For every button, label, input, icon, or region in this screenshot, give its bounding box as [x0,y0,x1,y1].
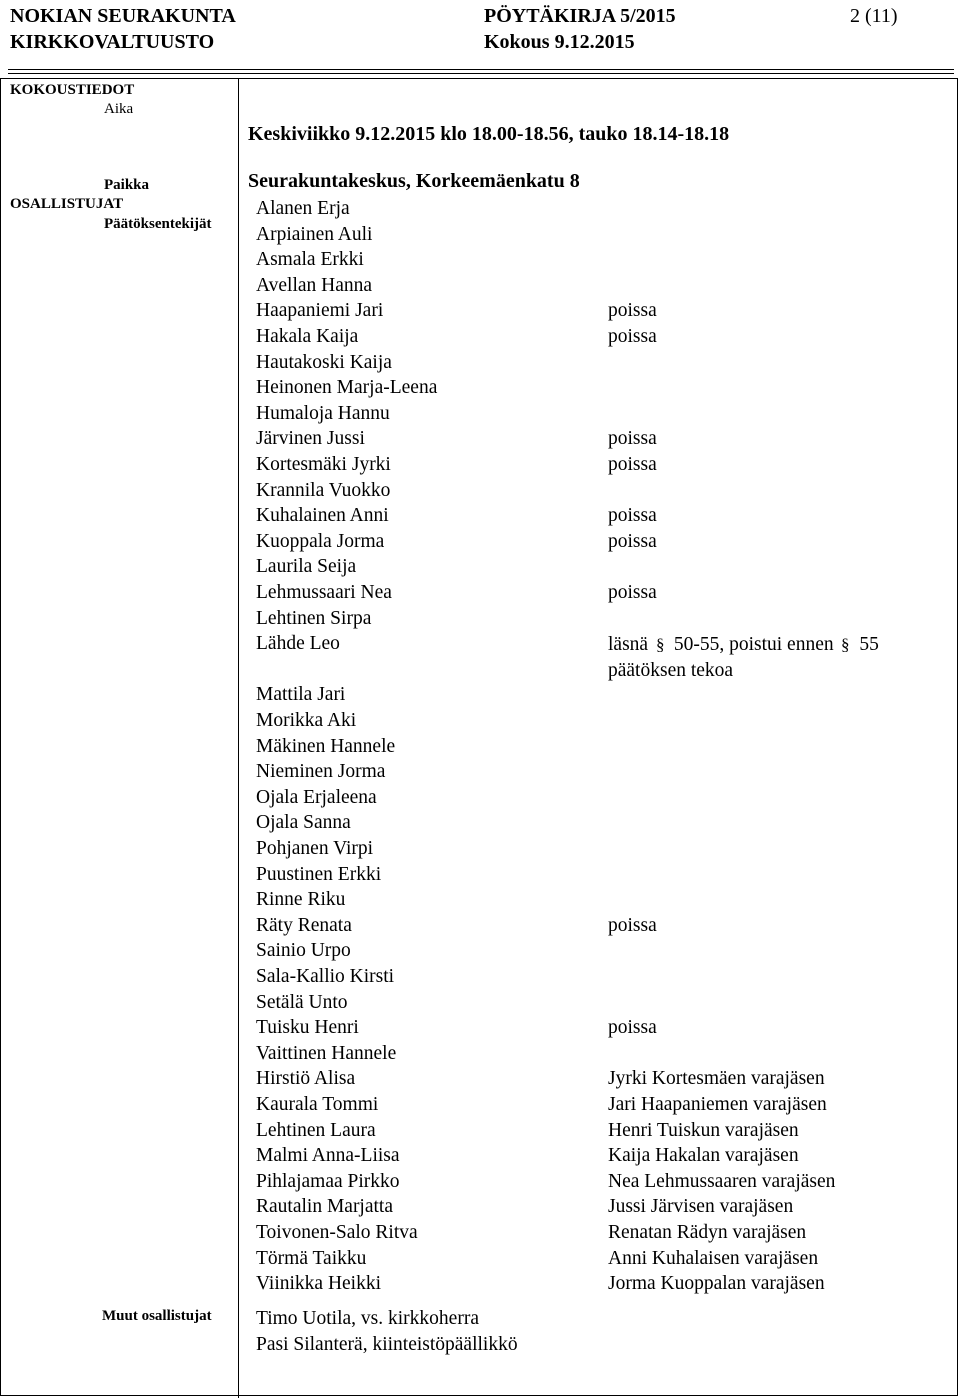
decision-maker-row [256,710,952,736]
decision-maker-name: Krannila Vuokko [256,479,391,501]
attendees-label: OSALLISTUJAT [10,196,124,212]
decision-maker-status: poissa [608,454,657,475]
decision-maker-row [256,480,952,506]
decision-maker-name: Törmä Taikku [256,1247,367,1269]
header-rule-2 [8,73,954,74]
decision-maker-row [256,940,952,966]
decision-maker-name: Ojala Sanna [256,812,351,834]
decision-maker-row [256,1273,952,1299]
decision-maker-status: Kaija Hakalan varajäsen [608,1145,799,1167]
decision-maker-row [256,1120,952,1146]
decision-maker-name: Hautakoski Kaija [256,351,392,373]
header-page: 2 (11) [850,5,898,27]
decision-maker-row [256,736,952,762]
section-sign-icon [655,636,667,652]
decision-maker-name: Ojala Erjaleena [256,786,377,808]
decision-maker-row [256,684,952,710]
decision-maker-name: Hakala Kaija [256,326,359,347]
decision-maker-name: Pohjanen Virpi [256,838,374,859]
decision-maker-name: Kuoppala Jorma [256,530,385,552]
decision-maker-name: Järvinen Jussi [256,428,365,450]
decision-maker-name: Sala-Kallio Kirsti [256,966,395,987]
decision-maker-name: Pihlajamaa Pirkko [256,1170,400,1192]
decision-maker-name: Mattila Jari [256,684,346,706]
time-label: Aika [104,101,134,117]
decision-maker-name: Laurila Seija [256,556,357,578]
decision-maker-row [256,787,952,813]
other-participant: Timo Uotila, vs. kirkkoherra [256,1308,479,1329]
decision-maker-status: poissa [608,530,657,552]
decision-maker-row [256,403,952,429]
decision-maker-name: Puustinen Erkki [256,863,382,885]
decision-maker-row [256,249,952,275]
decision-maker-row [256,428,952,454]
decision-maker-row [256,1068,952,1094]
decision-maker-name: Rinne Riku [256,889,346,911]
decision-maker-name: Räty Renata [256,914,352,936]
decision-maker-row [256,1145,952,1171]
decision-maker-row [256,556,952,582]
decision-maker-row [256,326,952,352]
header-org: NOKIAN SEURAKUNTA [10,5,236,27]
decision-maker-name: Lehtinen Laura [256,1119,376,1141]
decision-maker-row [256,531,952,557]
decision-maker-row [256,1248,952,1274]
decision-maker-name: Lehtinen Sirpa [256,607,372,629]
decision-maker-row [256,889,952,915]
decision-maker-name: Humaloja Hannu [256,402,390,424]
time-value: Keskiviikko 9.12.2015 klo 18.00-18.56, tauko 18.14-18.18 [248,123,730,145]
decision-maker-status: poissa [608,428,657,450]
lahde-note-part2: 50-55, poistui ennen [673,634,834,655]
lahde-note [256,634,952,684]
decision-maker-name: Viinikka Heikki [256,1273,382,1295]
decision-maker-name: Haapaniemi Jari [256,300,384,322]
decision-maker-row [256,582,952,608]
decision-maker-status: Henri Tuiskun varajäsen [608,1119,799,1141]
decision-maker-name: Lähde Leo [256,633,340,655]
header-rule-1 [8,69,954,70]
decision-maker-name: Mäkinen Hannele [256,735,396,757]
decision-maker-status: Anni Kuhalaisen varajäsen [608,1247,819,1269]
decision-maker-name: Setälä Unto [256,991,348,1013]
section-sign-icon [840,636,852,652]
others-label: Muut osallistujat [102,1308,212,1324]
decision-maker-status: poissa [608,914,657,936]
decision-maker-row [256,505,952,531]
decision-maker-status: poissa [608,1017,657,1039]
decision-maker-name: Tuisku Henri [256,1017,359,1039]
decision-maker-row [256,454,952,480]
decision-maker-row [256,838,952,864]
decision-maker-status: poissa [608,300,657,322]
lahde-note-word1: läsnä [608,634,649,655]
decision-maker-status: Jussi Järvisen varajäsen [608,1196,794,1218]
decision-maker-name: Kortesmäki Jyrki [256,454,391,475]
decision-maker-row [256,1017,952,1043]
decision-maker-row [256,864,952,890]
decision-maker-name: Arpiainen Auli [256,223,373,245]
decision-maker-status: poissa [608,326,657,347]
decision-maker-name: Kaurala Tommi [256,1094,379,1115]
header-doc: PÖYTÄKIRJA 5/2015 [484,5,676,27]
decision-maker-row [256,198,952,224]
decision-maker-name: Hirstiö Alisa [256,1068,356,1090]
decision-maker-row [256,1043,952,1069]
decision-maker-row [256,1094,952,1120]
decision-maker-row [256,300,952,326]
place-value: Seurakuntakeskus, Korkeemäenkatu 8 [248,170,580,192]
decision-maker-row [256,608,952,634]
decision-maker-name: Malmi Anna-Liisa [256,1145,400,1167]
decision-maker-status: Jyrki Kortesmäen varajäsen [608,1068,825,1090]
decision-maker-row [256,1196,952,1222]
lahde-note-part3: 55 [859,634,879,655]
decision-maker-name: Asmala Erkki [256,249,364,271]
decision-maker-status: Jari Haapaniemen varajäsen [608,1094,827,1115]
svg-text:§: § [655,636,665,652]
decision-maker-status: poissa [608,582,657,603]
header-meeting: Kokous 9.12.2015 [484,31,635,53]
decision-maker-name: Kuhalainen Anni [256,505,389,527]
decision-maker-row [256,761,952,787]
decision-maker-status: Jorma Kuoppalan varajäsen [608,1273,825,1295]
decision-maker-row [256,275,952,301]
label-column-divider [238,78,239,1398]
decision-maker-name: Alanen Erja [256,198,350,219]
section-label: KOKOUSTIEDOT [10,82,135,98]
decision-maker-status: poissa [608,505,657,527]
decision-maker-row [256,224,952,250]
decision-maker-row [256,352,952,378]
decision-maker-row [256,992,952,1018]
lahde-note-line2: päätöksen tekoa [608,659,734,681]
header-body: KIRKKOVALTUUSTO [10,31,215,53]
decision-maker-name: Lehmussaari Nea [256,582,392,603]
decision-maker-name: Heinonen Marja-Leena [256,377,438,399]
decision-maker-name: Morikka Aki [256,710,357,731]
place-label: Paikka [104,177,150,193]
decision-maker-row [256,812,952,838]
decision-maker-row [256,1171,952,1197]
decision-maker-row [256,966,952,992]
decision-makers-label: Päätöksentekijät [104,216,212,232]
decision-maker-name: Vaittinen Hannele [256,1042,397,1064]
decision-maker-row [256,377,952,403]
decision-maker-row [256,1222,952,1248]
decision-maker-row [256,915,952,941]
decision-maker-name: Nieminen Jorma [256,761,386,783]
decision-maker-name: Sainio Urpo [256,940,351,962]
decision-maker-status: Nea Lehmussaaren varajäsen [608,1170,836,1192]
decision-maker-status: Renatan Rädyn varajäsen [608,1222,807,1243]
decision-maker-name: Rautalin Marjatta [256,1196,393,1218]
decision-maker-name: Avellan Hanna [256,274,373,296]
decision-maker-name: Toivonen-Salo Ritva [256,1222,418,1243]
other-participant: Pasi Silanterä, kiinteistöpäällikkö [256,1334,518,1355]
svg-text:§: § [841,636,850,652]
